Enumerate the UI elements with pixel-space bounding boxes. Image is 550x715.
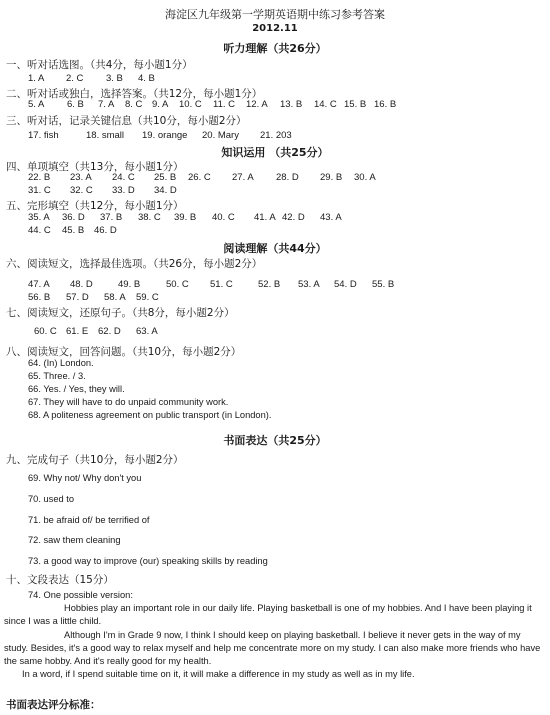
answer: 39. B bbox=[174, 212, 197, 223]
section-4-heading: 四、单项填空（共13分，每小题1分） bbox=[6, 161, 184, 173]
answer: 28. D bbox=[276, 172, 299, 183]
answer: 30. A bbox=[354, 172, 376, 183]
section-10-heading: 十、文段表达（15分） bbox=[6, 574, 114, 586]
answer: 18. small bbox=[86, 130, 125, 141]
section-7-heading: 七、阅读短文，还原句子。（共8分，每小题2分） bbox=[6, 307, 235, 319]
answer: 35. A bbox=[28, 212, 50, 223]
part-reading: 阅读理解（共44分） bbox=[223, 242, 327, 255]
answer-65: 65. Three. / 3. bbox=[28, 371, 86, 381]
answer: 22. B bbox=[28, 172, 51, 183]
answer: 52. B bbox=[258, 279, 281, 290]
answer: 19. orange bbox=[142, 130, 188, 141]
essay-paragraph-3: In a word, if I spend suitable time on it, it will make a difference in my study as well as in my life. bbox=[22, 669, 415, 680]
answer: 57. D bbox=[66, 292, 89, 303]
answer: 5. A bbox=[28, 99, 45, 110]
answer: 36. D bbox=[62, 212, 85, 223]
section-2-heading: 二、听对话或独白，选择答案。（共12分，每小题1分） bbox=[6, 88, 263, 100]
essay-paragraph-2: Although I'm in Grade 9 now, I think I should keep on playing basketball. I believe it never gets in the way of my study. Besides, it's a good way to relax myself and help me concentrate more on my study. I can also make more friends who have the same hobby. And it's really good for my health. bbox=[4, 629, 541, 667]
answer: 56. B bbox=[28, 292, 51, 303]
answer: 31. C bbox=[28, 185, 51, 196]
answer: 43. A bbox=[320, 212, 342, 223]
scoring-criteria-heading: 书面表达评分标准： bbox=[6, 699, 101, 711]
document-title: 海淀区九年级第一学期英语期中练习参考答案 bbox=[165, 8, 385, 21]
answer: 11. C bbox=[213, 99, 236, 110]
answer-66: 66. Yes. / Yes, they will. bbox=[28, 384, 125, 394]
part-knowledge: 知识运用 （共25分） bbox=[221, 146, 329, 159]
answer: 37. B bbox=[100, 212, 123, 223]
answer: 12. A bbox=[246, 99, 268, 110]
answer: 41. A bbox=[254, 212, 276, 223]
answer: 61. E bbox=[66, 326, 89, 337]
answer: 6. B bbox=[67, 99, 84, 110]
answer: 58. A bbox=[104, 292, 126, 303]
answer: 63. A bbox=[136, 326, 158, 337]
answer: 62. D bbox=[98, 326, 121, 337]
answer: 32. C bbox=[70, 185, 93, 196]
answer: 3. B bbox=[106, 73, 123, 84]
answer: 17. fish bbox=[28, 130, 59, 141]
essay-intro: 74. One possible version: bbox=[28, 590, 133, 600]
answer: 33. D bbox=[112, 185, 135, 196]
answer: 49. B bbox=[118, 279, 141, 290]
answer: 16. B bbox=[374, 99, 397, 110]
essay-paragraph-1: Hobbies play an important role in our daily life. Playing basketball is one of my hobbies. And I have been playing it since I was a little child. bbox=[4, 603, 532, 627]
document-date: 2012.11 bbox=[252, 23, 298, 34]
answer: 48. D bbox=[70, 279, 93, 290]
answer: 55. B bbox=[372, 279, 395, 290]
answer: 53. A bbox=[298, 279, 320, 290]
answer: 8. C bbox=[125, 99, 143, 110]
answer: 29. B bbox=[320, 172, 343, 183]
answer: 42. D bbox=[282, 212, 305, 223]
answer: 15. B bbox=[344, 99, 367, 110]
answer: 51. C bbox=[210, 279, 233, 290]
answer-72: 72. saw them cleaning bbox=[28, 535, 121, 545]
answer-69: 69. Why not/ Why don't you bbox=[28, 473, 142, 483]
answer: 21. 203 bbox=[260, 130, 292, 141]
answer: 25. B bbox=[154, 172, 177, 183]
answer: 7. A bbox=[98, 99, 115, 110]
answer: 26. C bbox=[188, 172, 211, 183]
sample-essay bbox=[4, 589, 544, 681]
answer: 54. D bbox=[334, 279, 357, 290]
section-5-heading: 五、完形填空（共12分，每小题1分） bbox=[6, 200, 184, 212]
answer: 46. D bbox=[94, 225, 117, 236]
section-1-heading: 一、听对话选图。（共4分，每小题1分） bbox=[6, 59, 193, 71]
answer: 38. C bbox=[138, 212, 161, 223]
answer: 47. A bbox=[28, 279, 50, 290]
answer-64: 64. (In) London. bbox=[28, 358, 94, 368]
answer: 20. Mary bbox=[202, 130, 239, 141]
answer: 45. B bbox=[62, 225, 85, 236]
answer: 13. B bbox=[280, 99, 303, 110]
section-8-heading: 八、阅读短文，回答问题。（共10分，每小题2分） bbox=[6, 346, 242, 358]
answer: 4. B bbox=[138, 73, 155, 84]
answer: 59. C bbox=[136, 292, 159, 303]
answer-73: 73. a good way to improve (our) speaking skills by reading bbox=[28, 556, 268, 566]
answer-67: 67. They will have to do unpaid community work. bbox=[28, 397, 229, 407]
answer: 23. A bbox=[70, 172, 92, 183]
answer: 2. C bbox=[66, 73, 84, 84]
answer-70: 70. used to bbox=[28, 494, 75, 504]
answer: 27. A bbox=[232, 172, 254, 183]
answer: 24. C bbox=[112, 172, 135, 183]
section-9-heading: 九、完成句子（共10分，每小题2分） bbox=[6, 454, 184, 466]
section-3-heading: 三、听对话，记录关键信息（共10分，每小题2分） bbox=[6, 115, 247, 127]
section-6-heading: 六、阅读短文，选择最佳选项。（共26分，每小题2分） bbox=[6, 258, 263, 270]
answer: 1. A bbox=[28, 73, 45, 84]
part-writing: 书面表达（共25分） bbox=[223, 434, 327, 447]
answer: 10. C bbox=[179, 99, 202, 110]
part-listening: 听力理解（共26分） bbox=[223, 42, 327, 55]
answer: 14. C bbox=[314, 99, 337, 110]
answer-71: 71. be afraid of/ be terrified of bbox=[28, 515, 150, 525]
answer: 9. A bbox=[152, 99, 169, 110]
answer-68: 68. A politeness agreement on public transport (in London). bbox=[28, 410, 272, 420]
answer: 40. C bbox=[212, 212, 235, 223]
answer: 44. C bbox=[28, 225, 51, 236]
answer: 34. D bbox=[154, 185, 177, 196]
answer: 60. C bbox=[34, 326, 57, 337]
answer: 50. C bbox=[166, 279, 189, 290]
